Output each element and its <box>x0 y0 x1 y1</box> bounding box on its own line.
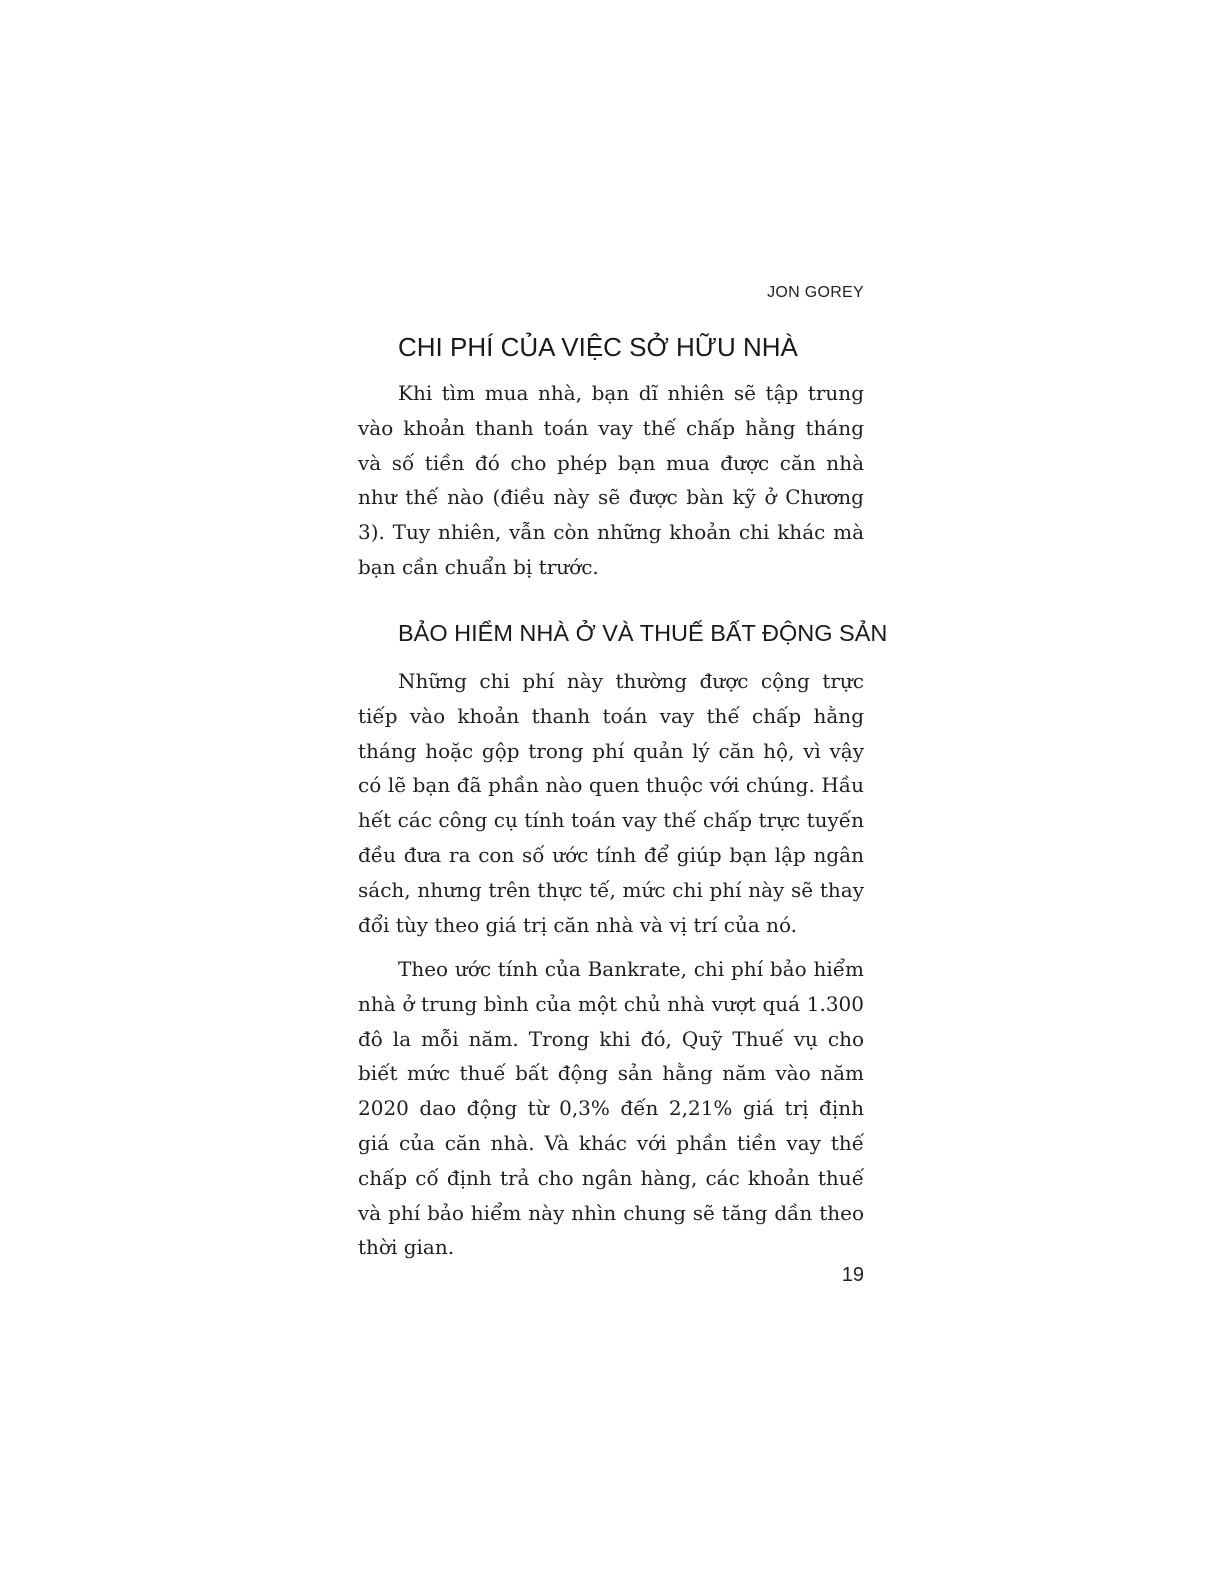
paragraph-bankrate-estimate: Theo ước tính của Bankrate, chi phí bảo hiểm nhà ở trung bình của một chủ nhà vượt quá 1.300 đô la mỗi năm. Trong khi đó, Quỹ Thuế vụ cho biết mức thuế bất động sản hằng năm vào năm 2020 dao động từ 0,3% đến 2,21% giá trị định giá của căn nhà. Và khác với phần tiền vay thế chấp cố định trả cho ngân hàng, các khoản thuế và phí bảo hiểm này nhìn chung sẽ tăng dần theo thời gian. <box>358 957 864 1260</box>
section-heading-home-ownership-costs: CHI PHÍ CỦA VIỆC SỞ HỮU NHÀ <box>398 332 798 362</box>
book-page <box>358 0 888 1584</box>
paragraph-intro: Khi tìm mua nhà, bạn dĩ nhiên sẽ tập trung vào khoản thanh toán vay thế chấp hằng tháng và số tiền đó cho phép bạn mua được căn nhà như thế nào (điều này sẽ được bàn kỹ ở Chương 3). Tuy nhiên, vẫn còn những khoản chi khác mà bạn cần chuẩn bị trước. <box>358 381 864 579</box>
page-number: 19 <box>841 1264 864 1286</box>
section-heading-insurance-and-property-tax: BẢO HIỂM NHÀ Ở VÀ THUẾ BẤT ĐỘNG SẢN <box>398 620 888 646</box>
paragraph-costs-overview: Những chi phí này thường được cộng trực tiếp vào khoản thanh toán vay thế chấp hằng tháng hoặc gộp trong phí quản lý căn hộ, vì vậy có lẽ bạn đã phần nào quen thuộc với chúng. Hầu hết các công cụ tính toán vay thế chấp trực tuyến đều đưa ra con số ước tính để giúp bạn lập ngân sách, nhưng trên thực tế, mức chi phí này sẽ thay đổi tùy theo giá trị căn nhà và vị trí của nó. <box>358 669 864 937</box>
running-header-author: JON GOREY <box>767 284 864 301</box>
